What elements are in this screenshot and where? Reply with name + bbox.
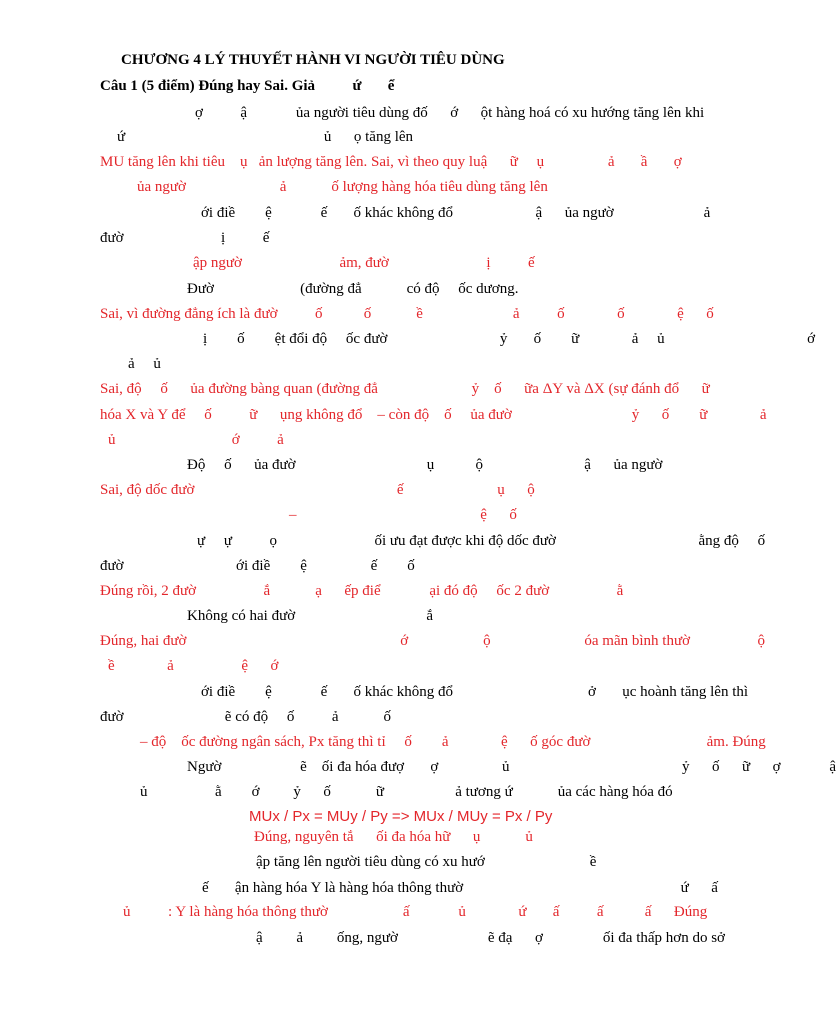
answer-line: Đúng, hai đườ ớ ộ óa mãn bình thườ ộ [100,633,766,649]
doc-line: Ngườ ẽ ối đa hóa đượ ợ ủ ỷ ố ữ ợ ậ [187,759,836,775]
doc-line: Đườ (đường đẳ có độ ốc dương. [187,281,519,297]
answer-line: ề ả ệ ớ [108,658,279,674]
answer-line: ủ ớ ả [108,432,284,448]
doc-line: đườ ới điề ệ ế ố [100,558,415,574]
answer-line: Sai, độ dốc đườ ế ụ ộ [100,482,535,498]
doc-line: ự ự ọ ối ưu đạt được khi độ dốc đườ ằng độ ố [197,533,766,549]
doc-line: ị ố ệt đổi độ ốc đườ ỷ ố ữ ả ủ ớ [203,331,816,347]
answer-line: MU tăng lên khi tiêu ụ ản lượng tăng lên. Sai, vì theo quy luậ ữ ụ ả ầ ợ [100,154,682,170]
doc-line: ập tăng lên người tiêu dùng có xu hướ ề [256,854,597,870]
doc-line: đườ ị ế [100,230,270,246]
answer-line: hóa X và Y để ố ữ ụng không đổ – còn độ ố ủa đườ ỷ ố ữ ả [100,407,767,423]
answer-line: – độ ốc đường ngân sách, Px tăng thì tỉ ố ả ệ ố góc đườ ảm. Đúng [140,734,766,750]
doc-line: ứ ủ ọ tăng lên [117,129,414,145]
doc-line: ới điề ệ ế ố khác không đổ ở ục hoành tăng lên thì [201,684,749,700]
answer-line: Đúng rồi, 2 đườ ắ ạ ếp điể ại đó độ ốc 2 đườ ằ [100,583,624,599]
doc-line: ậ ả ống, ngườ ẽ đạ ợ ối đa thấp hơn do sở [256,930,725,946]
answer-line: ủa ngườ ả ố lượng hàng hóa tiêu dùng tăng lên [137,179,548,195]
doc-line: ủ ằ ớ ỷ ố ữ ả tương ứ ủa các hàng hóa đó [140,784,673,800]
answer-line: ập ngườ ảm, đườ ị ế [193,255,535,271]
answer-line: Sai, vì đường đẳng ích là đườ ố ố ề ả ố ố ệ ố [100,306,714,322]
doc-line: ế ận hàng hóa Y là hàng hóa thông thườ ứ ấ [202,880,718,896]
chapter-title: CHƯƠNG 4 LÝ THUYẾT HÀNH VI NGƯỜI TIÊU DÙNG [121,52,505,68]
doc-line: đườ ẽ có độ ố ả ố [100,709,392,725]
doc-line: Không có hai đườ ắ [187,608,434,624]
doc-line: ới điề ệ ế ố khác không đổ ậ ủa ngườ ả [201,205,711,221]
doc-line: Độ ố ủa đườ ụ ộ ậ ủa ngườ [187,457,663,473]
answer-line: Sai, độ ố ủa đường bàng quan (đường đẳ ỷ ố ữa ΔY và ΔX (sự đánh đổ ữ [100,381,710,397]
doc-line: ợ ậ ủa người tiêu dùng đố ớ ột hàng hoá có xu hướng tăng lên khi [195,105,705,121]
answer-line: ủ : Y là hàng hóa thông thườ ấ ủ ứ ấ ấ ấ Đúng [123,904,708,920]
doc-line: ả ủ [128,356,161,372]
question-1-heading: Câu 1 (5 điểm) Đúng hay Sai. Giả ứ ể [100,78,395,94]
answer-line: – ệ ố [289,507,517,523]
answer-line: Đúng, nguyên tắ ối đa hóa hữ ụ ủ [254,829,533,845]
formula-line: MUx / Px = MUy / Py => MUx / MUy = Px / Py [249,808,553,825]
